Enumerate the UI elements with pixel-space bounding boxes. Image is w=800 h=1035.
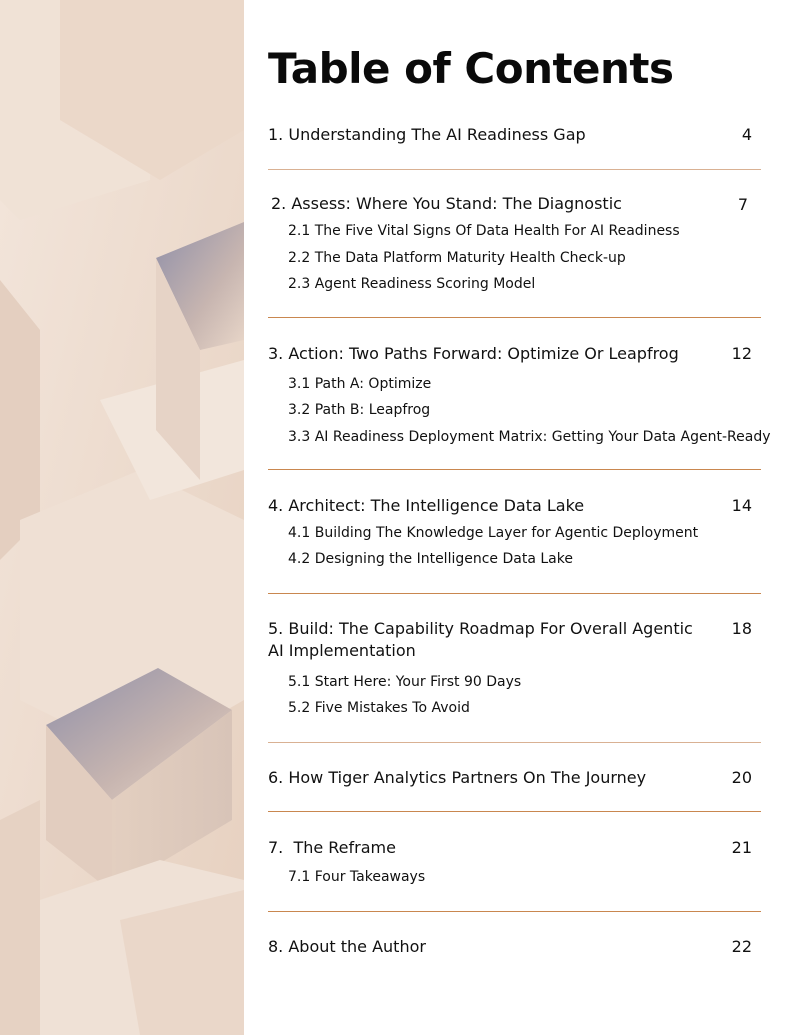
toc-subentry[interactable]: 2.3 Agent Readiness Scoring Model — [288, 276, 536, 292]
toc-entry-page: 20 — [731, 768, 752, 787]
toc-subentry[interactable]: 3.1 Path A: Optimize — [288, 376, 432, 392]
toc-subentry[interactable]: 3.3 AI Readiness Deployment Matrix: Getting Your Data Agent-Ready — [288, 429, 771, 445]
toc-entry-page: 7 — [737, 195, 748, 214]
toc-entry-label: 8. About the Author — [268, 937, 426, 956]
toc-entry-page: 12 — [731, 344, 752, 363]
divider — [268, 742, 761, 743]
toc-entry-page: 21 — [731, 838, 752, 857]
decorative-cube-image — [0, 0, 244, 1035]
divider — [268, 317, 761, 318]
page-title: Table of Contents — [268, 44, 674, 93]
toc-subentry[interactable]: 7.1 Four Takeaways — [288, 869, 426, 885]
toc-subentry[interactable]: 5.2 Five Mistakes To Avoid — [288, 700, 470, 716]
divider — [268, 811, 761, 812]
toc-subentry[interactable]: 4.1 Building The Knowledge Layer for Agentic Deployment — [288, 525, 699, 541]
toc-entry-label: 2. Assess: Where You Stand: The Diagnostic — [271, 194, 622, 213]
toc-entry-page: 22 — [731, 937, 752, 956]
divider — [268, 911, 761, 912]
toc-subentry[interactable]: 5.1 Start Here: Your First 90 Days — [288, 674, 522, 690]
toc-subentry[interactable]: 3.2 Path B: Leapfrog — [288, 402, 431, 418]
divider — [268, 169, 761, 170]
toc-entry-label: 3. Action: Two Paths Forward: Optimize Or Leapfrog — [268, 344, 679, 363]
toc-subentry[interactable]: 4.2 Designing the Intelligence Data Lake — [288, 551, 573, 567]
toc-entry-page: 4 — [741, 125, 752, 144]
toc-entry-label: 7. The Reframe — [268, 838, 396, 857]
toc-entry-label: 5. Build: The Capability Roadmap For Overall Agentic AI Implementation — [268, 619, 693, 660]
toc-entry-page: 14 — [731, 496, 752, 515]
toc-subentry[interactable]: 2.2 The Data Platform Maturity Health Check-up — [288, 250, 626, 266]
toc-entry-label: 6. How Tiger Analytics Partners On The Journey — [268, 768, 647, 787]
toc-subentry[interactable]: 2.1 The Five Vital Signs Of Data Health For AI Readiness — [288, 223, 680, 239]
toc-entry-label: 1. Understanding The AI Readiness Gap — [268, 125, 586, 144]
toc-entry-page: 18 — [731, 619, 752, 638]
toc-entry-label: 4. Architect: The Intelligence Data Lake — [268, 496, 585, 515]
divider — [268, 593, 761, 594]
divider — [268, 469, 761, 470]
